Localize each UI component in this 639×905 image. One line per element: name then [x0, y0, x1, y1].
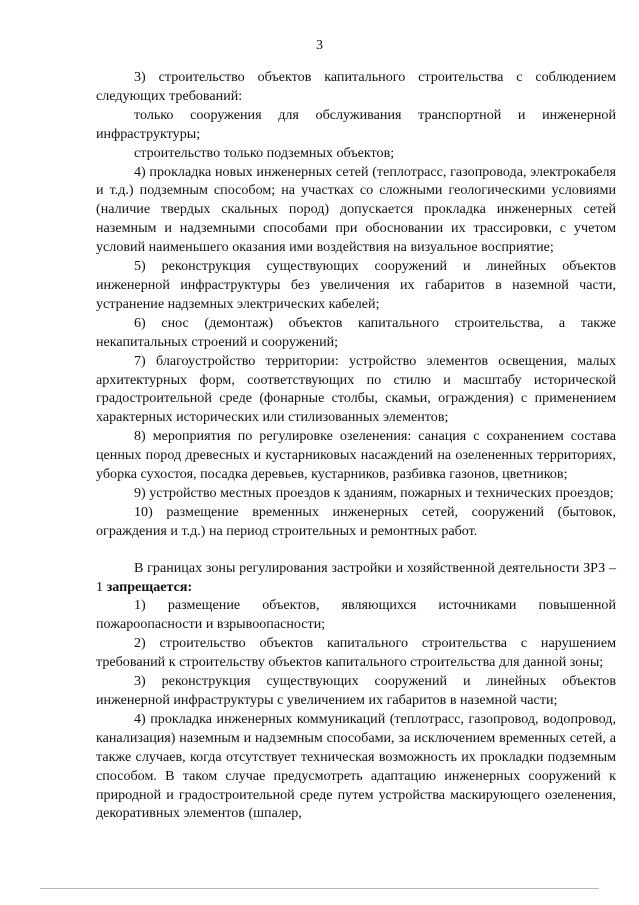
prohibited-item: 3) реконструкция существующих сооружений и линейных объектов инженерной инфраструктуры с увеличением их габаритов в наземной части;	[96, 673, 616, 708]
page-bottom-divider	[40, 888, 599, 889]
permitted-subitem: только сооружения для обслуживания транспортной и инженерной инфраструктуры;	[96, 106, 616, 142]
prohibited-item: 1) размещение объектов, являющихся источниками повышенной пожароопасности и взрывоопасности;	[96, 597, 616, 633]
page-number: 3	[316, 38, 323, 53]
permitted-item: 10) размещение временных инженерных сетей, сооружений (бытовок, ограждения и т.д.) на период строительных и ремонтных работ.	[96, 503, 616, 539]
permitted-item: 8) мероприятия по регулировке озеленения: санация с сохранением состава ценных пород древесных и кустарниковых насаждений на озелененных территориях, уборка сухостоя, посадка деревьев, кустарников, разбивка газонов, цветников;	[96, 428, 616, 483]
zone-intro-text: В границах зоны регулирования застройки и хозяйственной деятельности ЗРЗ – 1	[96, 559, 616, 595]
permitted-item: 5) реконструкция существующих сооружений и линейных объектов инженерной инфраструктуры без увеличения их габаритов в наземной части, устранение надземных электрических кабелей;	[96, 258, 616, 312]
permitted-item: 4) прокладка новых инженерных сетей (теплотрасс, газопровода, электрокабеля и т.д.) подземным способом; на участках со сложными геологическими условиями (наличие твердых скальных пород) допускается прокладка инженерных сетей наземным и надземными способами при обосновании их трассировки, с учетом условий наименьшего оказания ими воздействия на визуальное восприятие;	[96, 163, 616, 256]
permitted-item: 3) строительство объектов капитального строительства с соблюдением следующих требований:	[96, 69, 616, 104]
permitted-item: 7) благоустройство территории: устройство элементов освещения, малых архитектурных форм, соответствующих по стилю и масштабу исторической градостроительной среде (фонарные столбы, скамьи, ограждения) с применением характерных исторических или стилизованных элементов;	[96, 352, 616, 426]
zone-intro-prohibited-label: запрещается:	[106, 578, 193, 595]
prohibited-item: 4) прокладка инженерных коммуникаций (теплотрасс, газопровод, водопровод, канализация) наземным и надземным способами, за исключением временных сетей, а также случаев, когда отсутствует техническая возможность их прокладки подземным способом. В таком случае предусмотреть адаптацию инженерных сооружений к природной и градостроительной среде путем устройства маскирующего озеленения, декоративных элементов (шпалер,	[96, 710, 616, 822]
zone-intro-paragraph	[96, 559, 616, 597]
permitted-item: 6) снос (демонтаж) объектов капитального строительства, а также некапитальных строений и сооружений;	[96, 314, 616, 350]
document-body	[96, 68, 616, 823]
prohibited-item: 2) строительство объектов капитального строительства с нарушением требований к строительству объектов капитального строительства для данной зоны;	[96, 635, 616, 671]
permitted-subitem: строительство только подземных объектов;	[134, 144, 395, 161]
permitted-item: 9) устройство местных проездов к зданиям, пожарных и технических проездов;	[134, 484, 614, 501]
